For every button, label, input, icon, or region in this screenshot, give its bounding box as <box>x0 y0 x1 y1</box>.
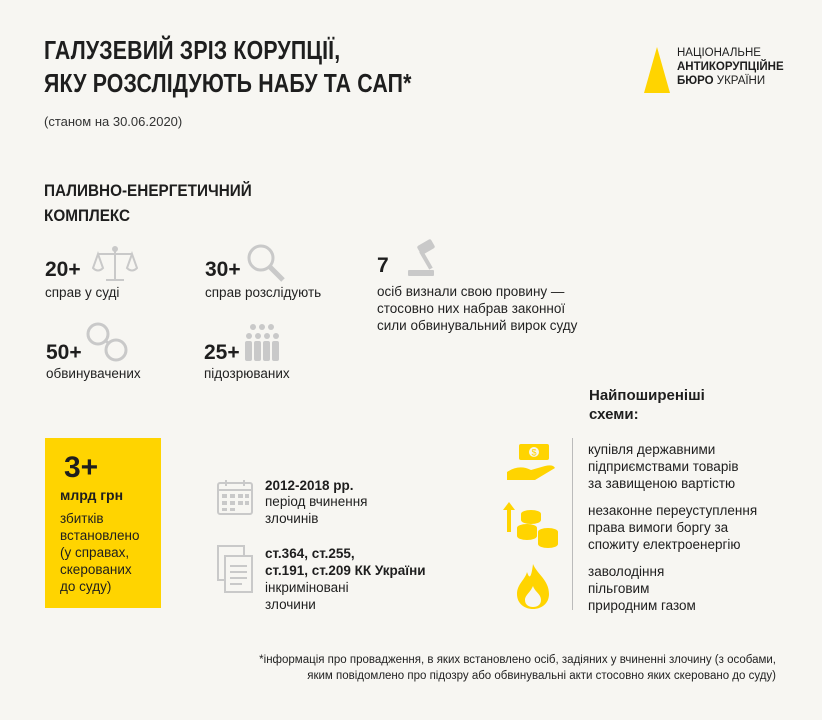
convicted-line-1: осіб визнали свою провину — <box>377 284 565 299</box>
convicted-text <box>377 283 577 334</box>
articles-bold-2: ст.191, ст.209 КК України <box>265 563 426 578</box>
suspects-value: 25+ <box>204 341 240 364</box>
sector-line-1: ПАЛИВНО-ЕНЕРГЕТИЧНИЙ <box>44 181 252 200</box>
logo-line-3: БЮРО УКРАЇНИ <box>677 75 766 87</box>
scheme-item-1 <box>588 441 788 492</box>
sector-title <box>44 178 252 228</box>
people-icon <box>244 322 280 364</box>
period-block <box>265 478 368 527</box>
cases-investigated-label: справ розслідують <box>205 285 322 300</box>
handcuffs-icon <box>84 320 130 364</box>
schemes-heading <box>589 386 705 424</box>
articles-bold-1: ст.364, ст.255, <box>265 546 355 561</box>
cases-investigated-value: 30+ <box>205 258 241 281</box>
scheme-item-3 <box>588 563 788 614</box>
nabu-logo-text <box>677 46 784 88</box>
scheme-2-line-3: спожиту електроенергію <box>588 537 741 552</box>
damages-text <box>60 510 160 595</box>
damages-line-5: до суду) <box>60 579 112 594</box>
footnote-line-2: яким повідомлено про підозру або обвинувальні акти стосовно яких скеровано до суду) <box>307 670 776 682</box>
schemes-divider <box>572 438 573 610</box>
footnote <box>259 652 776 684</box>
schemes-heading-1: Найпоширеніші <box>589 387 705 404</box>
damages-value: 3+ <box>64 451 99 484</box>
period-line-2: злочинів <box>265 511 319 526</box>
flame-icon <box>513 562 553 610</box>
svg-text:$: $ <box>531 447 537 458</box>
period-line-1: період вчинення <box>265 494 368 509</box>
document-icon <box>216 544 254 594</box>
date-note: (станом на 30.06.2020) <box>44 114 183 129</box>
gavel-icon <box>404 236 450 278</box>
convicted-value: 7 <box>377 254 389 277</box>
period-years: 2012-2018 рр. <box>265 478 354 493</box>
accused-value: 50+ <box>46 341 82 364</box>
scheme-2-line-1: незаконне переуступлення <box>588 503 758 518</box>
damages-line-3: (у справах, <box>60 545 130 560</box>
schemes-heading-2: схеми: <box>589 406 639 423</box>
convicted-line-2: стосовно них набрав законної <box>377 301 566 316</box>
calendar-icon <box>216 478 254 516</box>
articles-line-2: злочини <box>265 597 316 612</box>
scheme-3-line-1: заволодіння <box>588 564 665 579</box>
page-title <box>44 34 412 100</box>
cases-court-label: справ у суді <box>45 285 120 300</box>
nabu-logo-icon <box>644 47 670 98</box>
coins-icon <box>503 502 559 550</box>
scheme-3-line-3: природним газом <box>588 598 696 613</box>
scheme-1-line-3: за завищеною вартістю <box>588 476 736 491</box>
articles-line-1: інкриміновані <box>265 580 349 595</box>
scheme-1-line-2: підприємствами товарів <box>588 459 739 474</box>
scheme-1-line-1: купівля державними <box>588 442 716 457</box>
scales-icon <box>92 244 138 284</box>
footnote-line-1: *інформація про провадження, в яких встановлено осіб, задіяних у вчиненні злочину (з особами, <box>259 654 776 666</box>
accused-label: обвинувачених <box>46 366 141 381</box>
damages-line-4: скерованих <box>60 562 132 577</box>
damages-line-2: встановлено <box>60 528 140 543</box>
logo-line-1: НАЦІОНАЛЬНЕ <box>677 47 761 59</box>
scheme-3-line-2: пільговим <box>588 581 650 596</box>
sector-line-2: КОМПЛЕКС <box>44 206 131 225</box>
scheme-item-2 <box>588 502 788 553</box>
suspects-label: підозрюваних <box>204 366 290 381</box>
cases-court-value: 20+ <box>45 258 81 281</box>
title-line-1: ГАЛУЗЕВИЙ ЗРІЗ КОРУПЦІЇ, <box>44 35 341 65</box>
money-hand-icon <box>505 442 559 484</box>
title-line-2: ЯКУ РОЗСЛІДУЮТЬ НАБУ ТА САП* <box>44 68 412 98</box>
damages-unit: млрд грн <box>60 487 124 503</box>
scheme-2-line-2: права вимоги боргу за <box>588 520 729 535</box>
magnifier-icon <box>243 242 287 282</box>
articles-block <box>265 545 426 613</box>
damages-line-1: збитків <box>60 511 104 526</box>
convicted-line-3: сили обвинувальний вирок суду <box>377 318 578 333</box>
logo-line-2: АНТИКОРУПЦІЙНЕ <box>677 61 784 73</box>
